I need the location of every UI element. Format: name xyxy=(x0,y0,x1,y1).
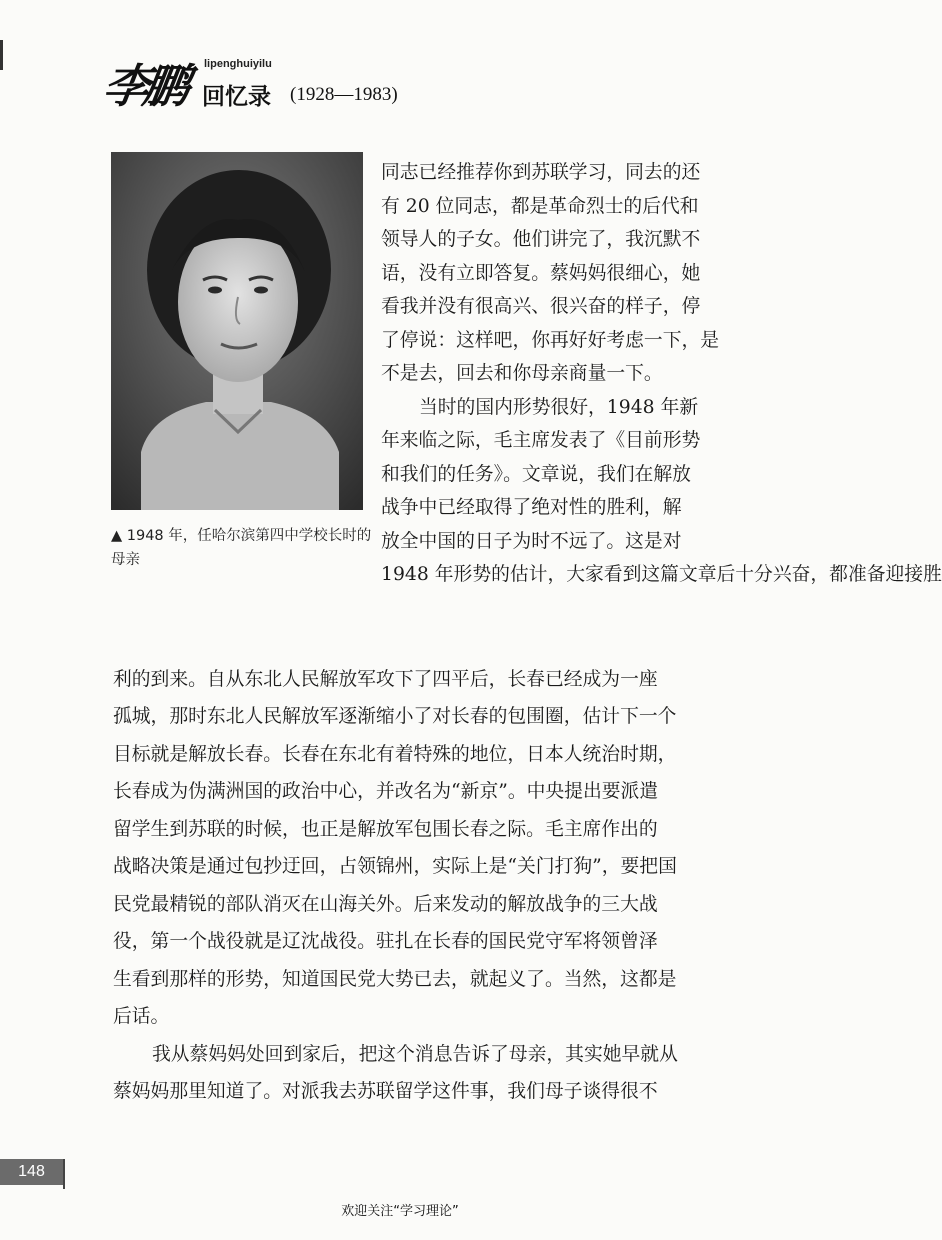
body-line: 战争中已经取得了绝对性的胜利，解 xyxy=(381,497,682,518)
body-line: 和我们的任务》。文章说，我们在解放 xyxy=(381,464,691,485)
body-line: 放全中国的日子为时不远了。这是对 xyxy=(381,531,682,552)
photo-caption: ▲ 1948 年，任哈尔滨第四中学校长时的母亲 xyxy=(111,528,372,568)
body-line: 1948 年形势的估计，大家看到这篇文章后十分兴奋，都准备迎接胜 xyxy=(381,564,942,585)
body-line: 年来临之际，毛主席发表了《目前形势 xyxy=(381,430,701,451)
page-number: 148 xyxy=(0,1159,63,1185)
body-line: 我从蔡妈妈处回到家后，把这个消息告诉了母亲，其实她早就从 xyxy=(152,1044,678,1065)
body-line: 了停说：这样吧，你再好好考虑一下，是 xyxy=(381,330,720,351)
body-line: 利的到来。自从东北人民解放军攻下了四平后，长春已经成为一座 xyxy=(113,669,658,690)
book-header xyxy=(99,50,704,113)
body-line: 后话。 xyxy=(113,1006,170,1027)
body-line: 长春成为伪满洲国的政治中心，并改名为“新京”。中央提出要派遣 xyxy=(113,781,659,802)
header-pinyin: lipenghuiyilu xyxy=(204,58,272,70)
body-line: 战略决策是通过包抄迂回，占领锦州，实际上是“关门打狗”，要把国 xyxy=(113,856,677,877)
body-line: 民党最精锐的部队消灭在山海关外。后来发动的解放战争的三大战 xyxy=(113,894,658,915)
book-years: (1928—1983) xyxy=(290,84,398,105)
footer-note: 欢迎关注“学习理论” xyxy=(341,1204,459,1219)
author-signature-logo: 李鹏 xyxy=(99,59,188,113)
portrait-photo xyxy=(111,152,363,510)
body-line: 孤城，那时东北人民解放军逐渐缩小了对长春的包围圈，估计下一个 xyxy=(113,706,677,727)
body-line: 役，第一个战役就是辽沈战役。驻扎在长春的国民党守军将领曾泽 xyxy=(113,931,658,952)
portrait-image xyxy=(111,152,363,510)
body-line: 蔡妈妈那里知道了。对派我去苏联留学这件事，我们母子谈得很不 xyxy=(113,1081,658,1102)
page-edge-mark xyxy=(0,40,3,70)
body-line: 有 20 位同志，都是革命烈士的后代和 xyxy=(381,196,699,217)
body-line: 同志已经推荐你到苏联学习，同去的还 xyxy=(381,162,701,183)
book-title: 回忆录 xyxy=(202,83,271,110)
body-line: 生看到那样的形势，知道国民党大势已去，就起义了。当然，这都是 xyxy=(113,969,677,990)
body-line: 目标就是解放长春。长春在东北有着特殊的地位，日本人统治时期， xyxy=(113,744,677,765)
page-tab-rule xyxy=(63,1159,65,1189)
body-line: 不是去，回去和你母亲商量一下。 xyxy=(381,363,663,384)
body-line: 当时的国内形势很好，1948 年新 xyxy=(419,397,699,418)
body-line: 领导人的子女。他们讲完了，我沉默不 xyxy=(381,229,701,250)
body-line: 留学生到苏联的时候，也正是解放军包围长春之际。毛主席作出的 xyxy=(113,819,658,840)
body-line: 看我并没有很高兴、很兴奋的样子，停 xyxy=(381,296,701,317)
body-line: 语，没有立即答复。蔡妈妈很细心，她 xyxy=(381,263,701,284)
